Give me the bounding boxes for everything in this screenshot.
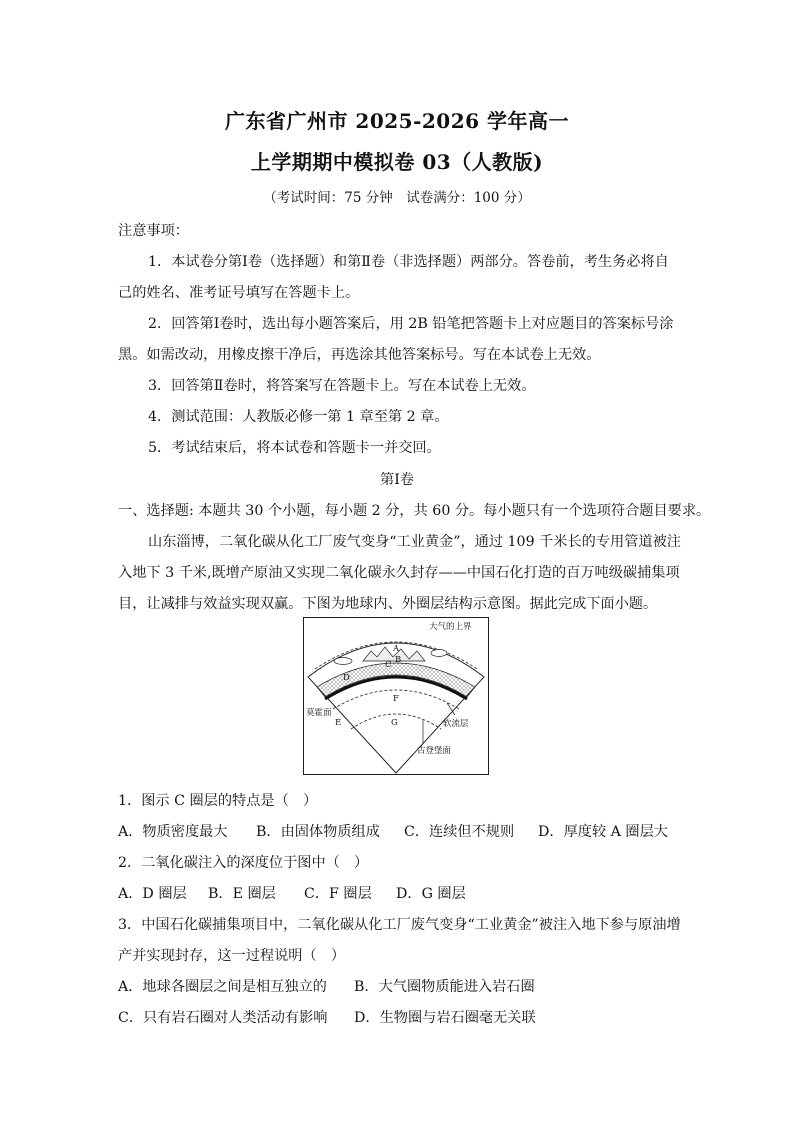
label-b: B (395, 655, 402, 665)
question-2-option-a[interactable]: A．D 圈层 (118, 886, 187, 902)
question-3-stem-line2: 产并实现封存，这一过程说明（ ） (118, 948, 346, 964)
passage-line2: 入地下 3 千米,既增产原油又实现二氧化碳永久封存——中国石化打造的百万吨级碳捕集项 (118, 565, 680, 581)
passage-line3: 目，让减排与效益实现双赢。下图为地球内、外圈层结构示意图。据此完成下面小题。 (118, 596, 658, 612)
question-2-stem: 2．二氧化碳注入的深度位于图中（ ） (118, 855, 369, 871)
section-label: 第Ⅰ卷 (380, 472, 414, 488)
question-1-option-a[interactable]: A．物质密度最大 (118, 824, 228, 840)
question-2-option-d[interactable]: D．G 圈层 (396, 886, 466, 902)
question-1-option-b[interactable]: B．由固体物质组成 (256, 824, 380, 840)
notice-item-3: 3．回答第Ⅱ卷时，将答案写在答题卡上。写在本试卷上无效。 (148, 378, 536, 394)
notice-item-1-line2: 己的姓名、准考证号填写在答题卡上。 (118, 285, 360, 301)
exam-title-line1: 广东省广州市 2025-2026 学年高一 (224, 109, 570, 133)
notice-heading: 注意事项： (118, 223, 189, 239)
question-1-option-c[interactable]: C．连续但不规则 (404, 824, 515, 840)
notice-item-4: 4．测试范围：人教版必修一第 1 章至第 2 章。 (148, 409, 449, 425)
label-a: A (393, 644, 400, 654)
notice-item-5: 5．考试结束后，将本试卷和答题卡一并交回。 (148, 440, 441, 456)
notice-item-2-line2: 黑。如需改动，用橡皮擦干净后，再选涂其他答案标号。写在本试卷上无效。 (118, 347, 601, 363)
exam-subtitle: （考试时间：75 分钟 试卷满分：100 分） (263, 190, 531, 206)
question-1-stem: 1．图示 C 圈层的特点是（ ） (118, 793, 318, 809)
question-3-option-b[interactable]: B．大气圈物质能进入岩石圈 (354, 979, 535, 995)
earth-spheres-diagram (303, 617, 489, 775)
label-d: D (343, 673, 350, 683)
label-moho: 莫霍面 (306, 708, 332, 718)
notice-item-2-line1: 2．回答第Ⅰ卷时，选出每小题答案后，用 2B 铅笔把答题卡上对应题目的答案标号涂 (148, 316, 674, 332)
question-1-option-d[interactable]: D．厚度较 A 圈层大 (538, 824, 668, 840)
question-3-option-a[interactable]: A．地球各圈层之间是相互独立的 (118, 979, 327, 995)
label-f: F (393, 694, 399, 704)
question-3-stem-line1: 3．中国石化碳捕集项目中，二氧化碳从化工厂废气变身“工业黄金”被注入地下参与原油增 (118, 917, 681, 933)
label-g: G (391, 718, 398, 728)
label-c: C (385, 660, 392, 670)
section-instruction: 一、选择题: 本题共 30 个小题，每小题 2 分，共 60 分。每小题只有一个选项符合题目要求。 (118, 503, 711, 519)
cloud-left (334, 658, 352, 665)
label-asthenosphere: 软流层 (443, 719, 469, 729)
question-2-option-b[interactable]: B．E 圈层 (208, 886, 276, 902)
passage-line1: 山东淄博，二氧化碳从化工厂废气变身“工业黄金”，通过 109 千米长的专用管道被注 (148, 534, 681, 550)
exam-title-line2: 上学期期中模拟卷 03（人教版) (250, 150, 544, 174)
notice-item-1-line1: 1．本试卷分第Ⅰ卷（选择题）和第Ⅱ卷（非选择题）两部分。答卷前，考生务必将自 (148, 254, 669, 270)
label-e: E (335, 718, 342, 728)
question-2-option-c[interactable]: C．F 圈层 (304, 886, 372, 902)
question-3-option-d[interactable]: D．生物圈与岩石圈毫无关联 (354, 1010, 536, 1026)
cloud-right (431, 650, 447, 657)
label-atmosphere-top: 大气的上界 (429, 622, 472, 632)
question-3-option-c[interactable]: C．只有岩石圈对人类活动有影响 (118, 1010, 328, 1026)
label-gutenberg: 古登堡面 (417, 746, 452, 756)
